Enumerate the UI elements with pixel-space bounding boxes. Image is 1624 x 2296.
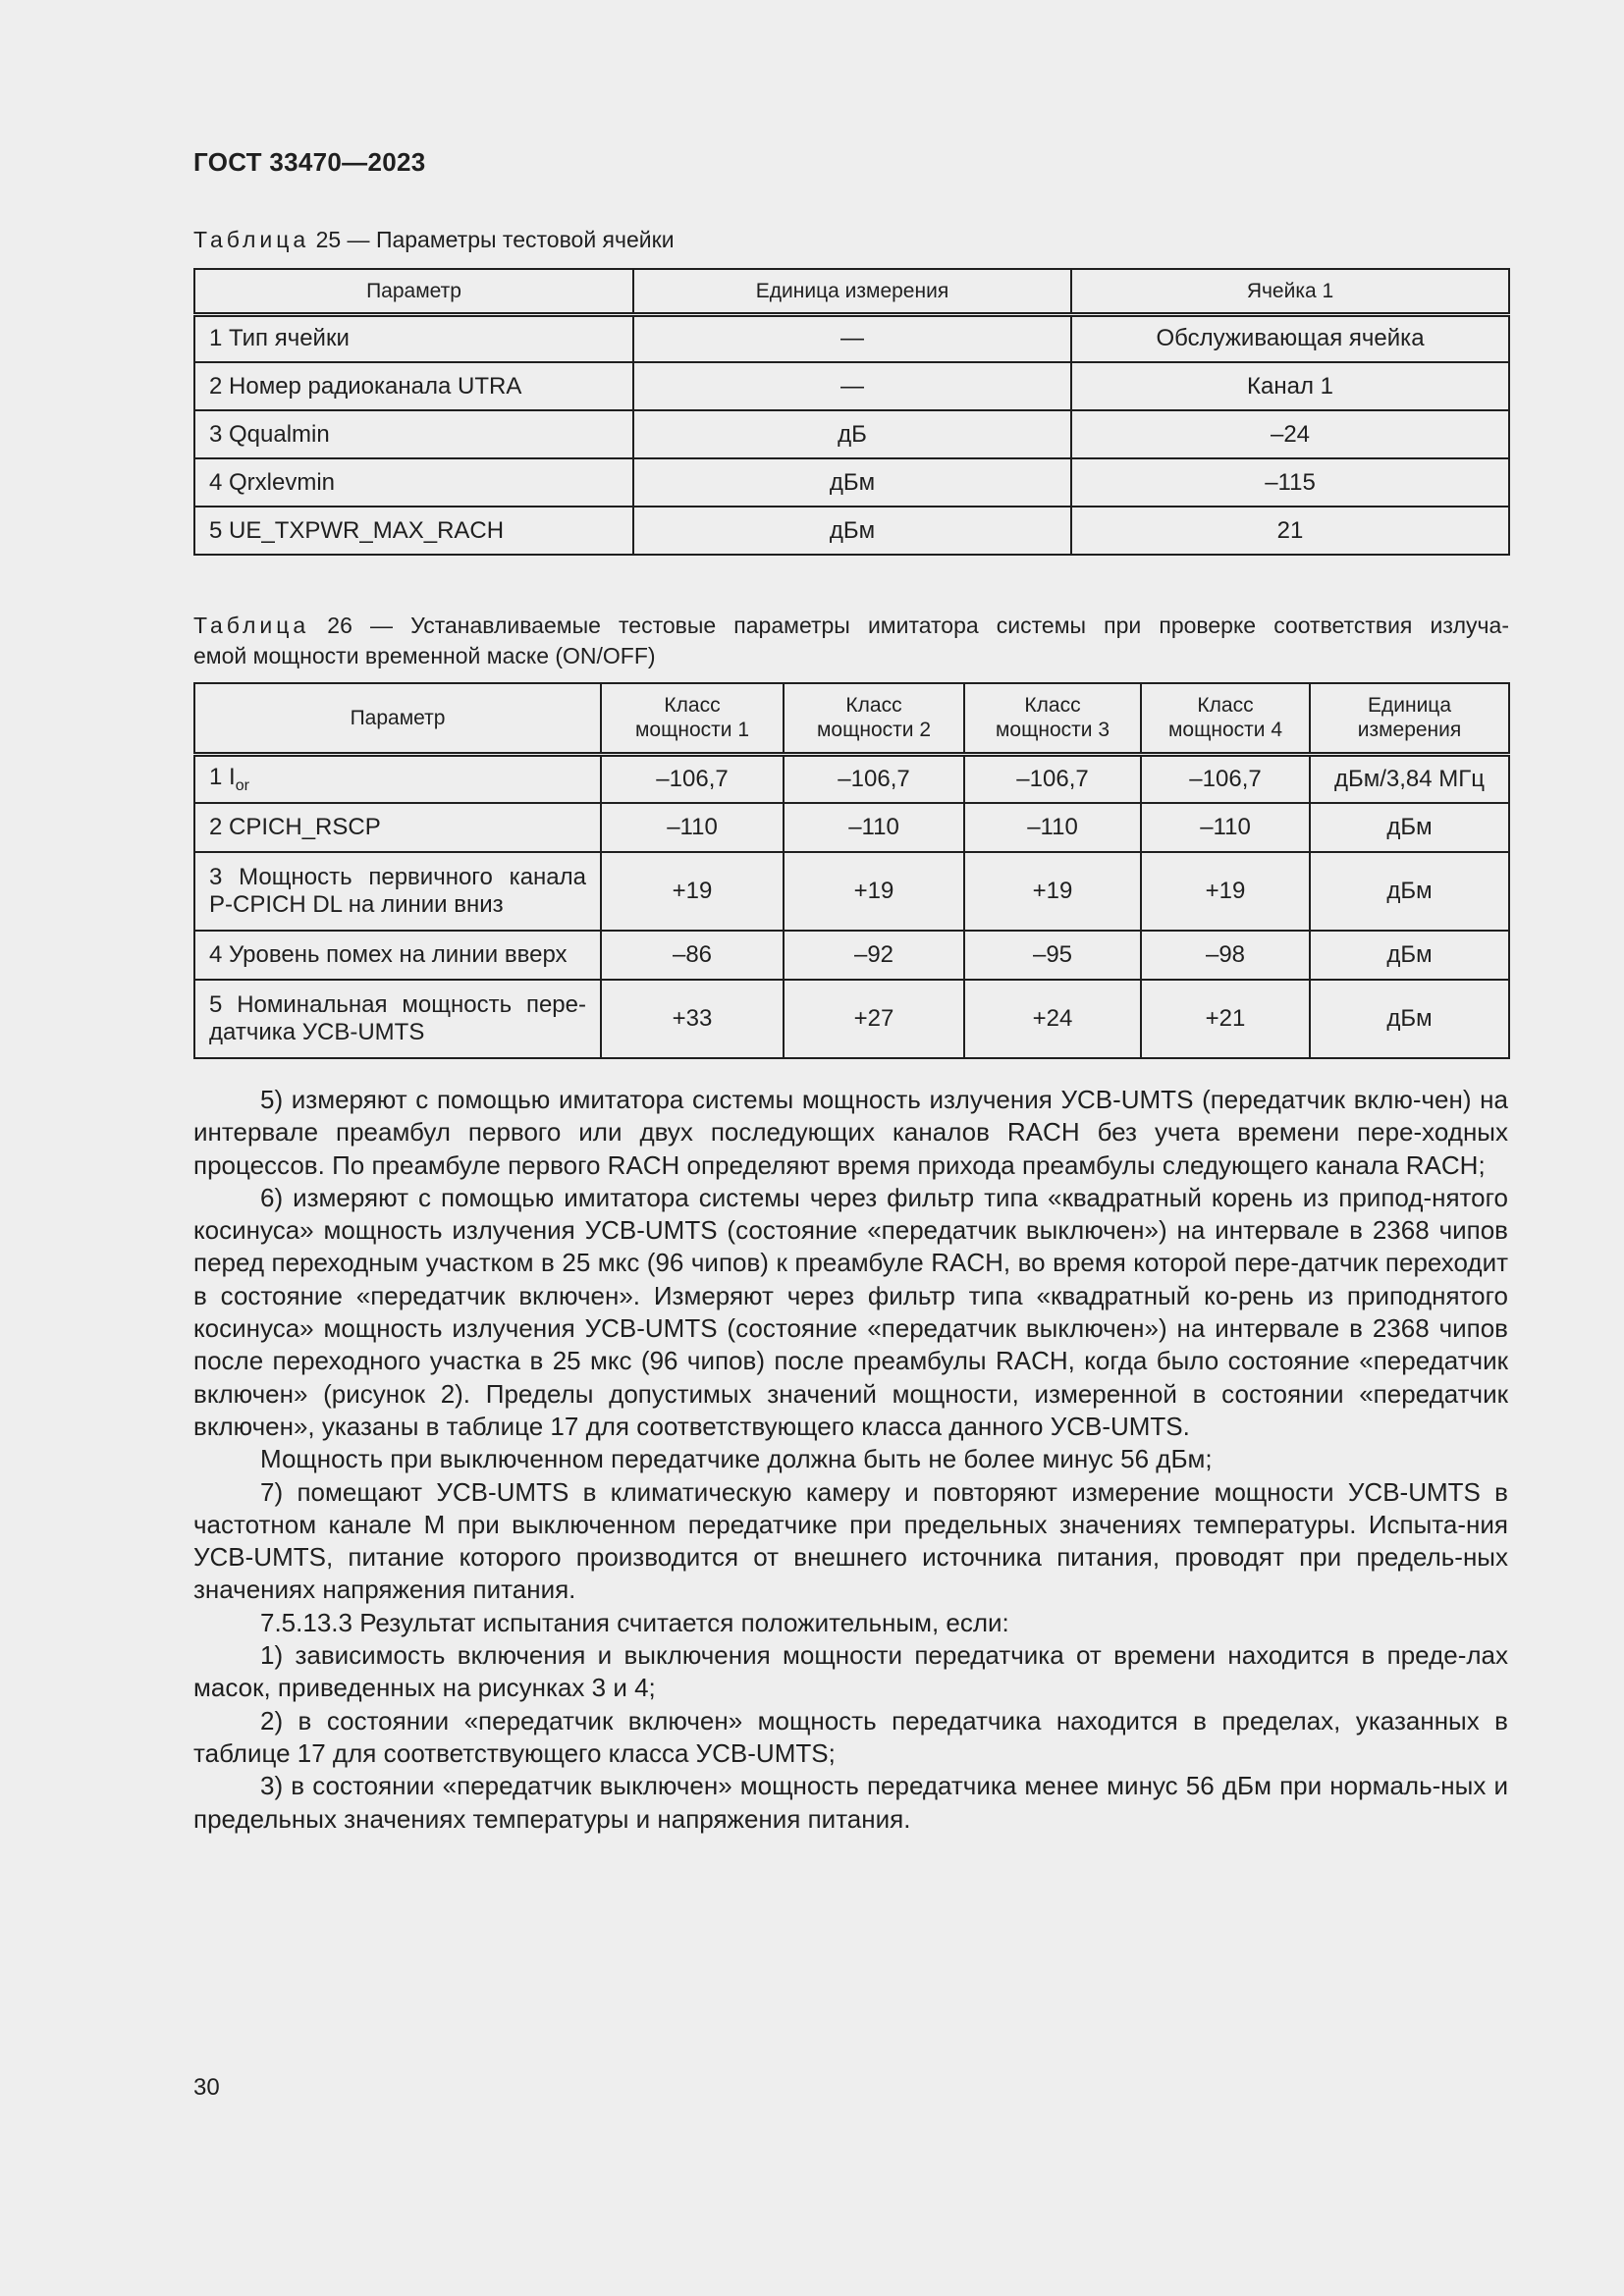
- table-cell: Канал 1: [1071, 362, 1509, 410]
- paragraph: 3) в состоянии «передатчик выключен» мощность передатчика менее минус 56 дБм при нормаль-ных и предельных значениях температуры и напряжения питания.: [193, 1771, 1508, 1834]
- header-line: Класс: [664, 694, 721, 718]
- table-cell: дБм: [633, 458, 1071, 507]
- table-row: [194, 362, 1509, 410]
- table-cell: дБм/3,84 МГц: [1310, 754, 1509, 803]
- table-26-caption-line-2: емой мощности временной маске (ON/OFF): [193, 643, 656, 668]
- table-cell: дБм: [1310, 803, 1509, 852]
- paragraph: 2) в состоянии «передатчик включен» мощность передатчика находится в пределах, указанных в таблице 17 для соответствующего класса УСВ-UMTS;: [193, 1705, 1508, 1768]
- header-line: мощности 1: [634, 719, 750, 742]
- paragraph: 7.5.13.3 Результат испытания считается положительным, если:: [260, 1607, 1009, 1637]
- header-line: Класс: [1197, 694, 1254, 718]
- table-cell: –24: [1071, 410, 1509, 458]
- column-header-class-2: [784, 683, 964, 754]
- table-cell: –106,7: [1141, 754, 1310, 803]
- table-25: [193, 268, 1510, 556]
- paragraph: 6) измеряют с помощью имитатора системы через фильтр типа «квадратный корень из припод-нятого косинуса» мощность излучения УСВ-UMTS (состояние «передатчик выключен») на интервале в 2368 чипов перед переходным участком в 25 мкс (96 чипов) к преамбуле RACH, во время которой пере-датчик переходит в состояние «передатчик включен». Измеряют через фильтр типа «квадратный ко-рень из приподнятого косинуса» мощность излучения УСВ-UMTS (состояние «передатчик выключен») на интервале в 2368 чипов после переходного участка в 25 мкс (96 чипов) после преамбулы RACH, когда было состояние «передатчик включен» (рисунок 2). Пределы допустимых значений мощности, измеренной в состоянии «передатчик включен», указаны в таблице 17 для соответствующего класса данного УСВ-UMTS.: [193, 1182, 1508, 1441]
- table-cell: +19: [1141, 852, 1310, 931]
- table-row: [194, 458, 1509, 507]
- table-cell: дБм: [1310, 931, 1509, 980]
- column-header-class-4: [1141, 683, 1310, 754]
- paragraph: Мощность при выключенном передатчике должна быть не более минус 56 дБм;: [260, 1444, 1213, 1474]
- table-cell: –110: [784, 803, 964, 852]
- header-line: Класс: [845, 694, 902, 718]
- table-header-row: [194, 683, 1509, 754]
- column-header-class-3: [964, 683, 1141, 754]
- table-cell: дБм: [633, 507, 1071, 555]
- column-header: Единица измерения: [633, 269, 1071, 314]
- table-cell: –115: [1071, 458, 1509, 507]
- table-cell: –106,7: [964, 754, 1141, 803]
- table-cell: 4 Уровень помех на линии вверх: [194, 931, 601, 980]
- table-cell: [194, 980, 601, 1058]
- table-cell: –106,7: [784, 754, 964, 803]
- column-header-class-1: [601, 683, 784, 754]
- body-text: [193, 1084, 1508, 1836]
- table-cell: +19: [601, 852, 784, 931]
- parameter-line-2: P-CPICH DL на линии вниз: [209, 891, 504, 918]
- table-cell: дБ: [633, 410, 1071, 458]
- table-25-caption: [193, 225, 1509, 255]
- column-header-parameter: Параметр: [194, 683, 601, 754]
- table-cell: 21: [1071, 507, 1509, 555]
- table-row: [194, 507, 1509, 555]
- table-cell: +19: [964, 852, 1141, 931]
- header-line: мощности 4: [1167, 719, 1283, 742]
- table-26: [193, 682, 1510, 1059]
- column-header: Ячейка 1: [1071, 269, 1509, 314]
- parameter-line-1: 3 Мощность первичного канала: [209, 864, 586, 890]
- table-cell: –110: [601, 803, 784, 852]
- table-26-caption-word: Таблица: [193, 613, 310, 638]
- header-line: Класс: [1024, 694, 1081, 718]
- table-row: [194, 754, 1509, 803]
- table-cell: 3 Qqualmin: [194, 410, 633, 458]
- paragraph: 5) измеряют с помощью имитатора системы мощность излучения УСВ-UMTS (передатчик вклю-чен) на интервале преамбул первого или двух последующих каналов RACH без учета времени пере-ходных процессов. По преамбуле первого RACH определяют время прихода преамбулы следующего канала RACH;: [193, 1085, 1508, 1180]
- table-26-caption: [193, 611, 1509, 671]
- document-id: ГОСТ 33470—2023: [193, 147, 426, 177]
- table-row: [194, 314, 1509, 362]
- table-cell: –110: [1141, 803, 1310, 852]
- column-header: Параметр: [194, 269, 633, 314]
- parameter-text: 1 I: [209, 763, 236, 790]
- header-line: мощности 2: [816, 719, 932, 742]
- table-row: [194, 980, 1509, 1058]
- table-cell: 5 UE_TXPWR_MAX_RACH: [194, 507, 633, 555]
- column-header-unit: [1310, 683, 1509, 754]
- header-line: мощности 3: [995, 719, 1110, 742]
- table-cell: —: [633, 362, 1071, 410]
- table-cell: 2 Номер радиоканала UTRA: [194, 362, 633, 410]
- table-cell: –110: [964, 803, 1141, 852]
- table-cell: [194, 852, 601, 931]
- table-25-caption-word: Таблица: [193, 227, 310, 252]
- table-cell: +21: [1141, 980, 1310, 1058]
- parameter-line-2: датчика УСВ-UMTS: [209, 1019, 425, 1045]
- table-26-caption-line-1: [193, 611, 1509, 641]
- table-cell: –92: [784, 931, 964, 980]
- header-line: Единица: [1367, 694, 1452, 718]
- table-cell: дБм: [1310, 980, 1509, 1058]
- table-row: [194, 803, 1509, 852]
- table-cell: +24: [964, 980, 1141, 1058]
- table-cell: дБм: [1310, 852, 1509, 931]
- table-cell: Обслуживающая ячейка: [1071, 314, 1509, 362]
- table-cell: –86: [601, 931, 784, 980]
- table-row: [194, 931, 1509, 980]
- page-number: 30: [193, 2074, 220, 2101]
- parameter-subscript: or: [235, 776, 249, 794]
- table-row: [194, 852, 1509, 931]
- parameter-line-1: 5 Номинальная мощность пере-: [209, 991, 586, 1018]
- table-cell: +19: [784, 852, 964, 931]
- table-cell: 4 Qrxlevmin: [194, 458, 633, 507]
- table-25-caption-title: 25 — Параметры тестовой ячейки: [309, 227, 675, 252]
- table-cell: 1 Тип ячейки: [194, 314, 633, 362]
- header-line: измерения: [1357, 719, 1462, 742]
- table-cell: [194, 754, 601, 803]
- paragraph: 7) помещают УСВ-UMTS в климатическую камеру и повторяют измерение мощности УСВ-UMTS в частотном канале М при выключенном передатчике при предельных значениях температуры. Испыта-ния УСВ-UMTS, питание которого производится от внешнего источника питания, проводят при предель-ных значениях напряжения питания.: [193, 1476, 1508, 1605]
- table-cell: +27: [784, 980, 964, 1058]
- table-cell: –95: [964, 931, 1141, 980]
- table-cell: –106,7: [601, 754, 784, 803]
- table-cell: +33: [601, 980, 784, 1058]
- paragraph: 1) зависимость включения и выключения мощности передатчика от времени находится в преде-лах масок, приведенных на рисунках 3 и 4;: [193, 1640, 1508, 1703]
- table-cell: —: [633, 314, 1071, 362]
- table-cell: 2 CPICH_RSCP: [194, 803, 601, 852]
- table-header-row: [194, 269, 1509, 314]
- table-cell: –98: [1141, 931, 1310, 980]
- table-row: [194, 410, 1509, 458]
- table-26-caption-title: 26 — Устанавливаемые тестовые параметры имитатора системы при проверке соответствия излуча-: [309, 613, 1509, 638]
